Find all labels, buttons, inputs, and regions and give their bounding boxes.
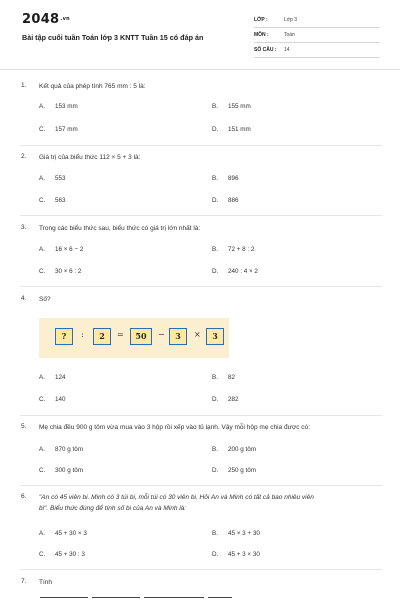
option-a[interactable]: A. 153 mm — [39, 103, 78, 110]
option-a[interactable]: A. 124 — [39, 374, 66, 381]
option-d[interactable]: D. 250 g tôm — [212, 467, 257, 474]
option-b[interactable]: B. 896 — [212, 175, 239, 182]
question-number: 7. — [21, 578, 27, 585]
worksheet-header — [0, 0, 400, 70]
meta-count-label: SỐ CÂU : — [254, 47, 277, 53]
document-title: Bài tập cuối tuần Toán lớp 3 KNTT Tuần 15 có đáp án — [22, 33, 204, 42]
option-c[interactable]: C. 563 — [39, 197, 66, 204]
option-c[interactable]: C. 45 + 30 : 3 — [39, 551, 85, 558]
option-d[interactable]: D. 886 — [212, 197, 239, 204]
question-number: 3. — [21, 224, 27, 231]
option-c[interactable]: C. 300 g tôm — [39, 467, 84, 474]
question-number: 1. — [21, 82, 27, 89]
option-d[interactable]: D. 45 + 3 × 30 — [212, 551, 260, 558]
question-text-line1: "An có 45 viên bi. Minh có 3 túi bi, mỗi túi có 30 viên bi. Hỏi An và Minh có tất cả bao nhiêu viên — [39, 494, 314, 501]
meta-class-value: Lớp 3 — [284, 17, 298, 23]
option-a[interactable]: A. 16 × 6 − 2 — [39, 246, 84, 253]
option-b[interactable]: B. 200 g tôm — [212, 446, 257, 453]
meta-subject-label: MÔN : — [254, 32, 269, 38]
question-text: Trong các biểu thức sau, biểu thức có giá trị lớn nhất là: — [39, 225, 201, 232]
header-divider — [0, 69, 400, 70]
equation-operator: : — [81, 330, 84, 339]
equation-operator: = — [117, 330, 124, 339]
equation-figure — [39, 318, 229, 358]
question-divider — [20, 415, 382, 416]
meta-class-row — [254, 15, 380, 28]
option-c[interactable]: C. 30 × 6 : 2 — [39, 268, 82, 275]
option-b[interactable]: B. 72 + 8 : 2 — [212, 246, 255, 253]
question-text: Kết quả của phép tính 765 mm : 5 là: — [39, 83, 146, 90]
option-d[interactable]: D. 282 — [212, 396, 239, 403]
equation-box: 2 — [93, 328, 111, 345]
option-b[interactable]: B. 82 — [212, 374, 236, 381]
question-number: 4. — [21, 295, 27, 302]
table-top-border — [40, 597, 88, 598]
equation-operator: × — [194, 330, 201, 339]
meta-count-row — [254, 45, 380, 58]
equation-box: 3 — [206, 328, 224, 345]
question-number: 2. — [21, 153, 27, 160]
meta-count-value: 14 — [284, 47, 290, 53]
question-divider — [20, 485, 382, 486]
question-divider — [20, 286, 382, 287]
question-divider — [20, 215, 382, 216]
equation-operator: − — [158, 330, 165, 339]
option-c[interactable]: C. 157 mm — [39, 126, 78, 133]
question-text: Giá trị của biểu thức 112 × 5 + 3 là: — [39, 154, 141, 161]
table-top-border — [92, 597, 140, 598]
question-divider — [20, 569, 382, 570]
option-a[interactable]: A. 45 + 30 × 3 — [39, 530, 87, 537]
equation-box-unknown: ? — [55, 328, 73, 345]
table-top-border — [208, 597, 232, 598]
question-text-line2: bi". Biểu thức đúng để tính số bi của An và Minh là: — [39, 505, 187, 512]
table-top-border — [144, 597, 204, 598]
meta-subject-value: Toán — [284, 32, 295, 38]
option-d[interactable]: D. 151 mm — [212, 126, 251, 133]
question-text: Mẹ chia đều 900 g tôm vừa mua vào 3 hộp rồi xếp vào tủ lạnh. Vậy mỗi hộp mẹ chia được có: — [39, 424, 310, 431]
question-number: 5. — [21, 423, 27, 430]
equation-box: 3 — [169, 328, 187, 345]
question-divider — [20, 145, 382, 146]
option-a[interactable]: A. 553 — [39, 175, 66, 182]
question-number: 6. — [21, 493, 27, 500]
option-d[interactable]: D. 240 : 4 × 2 — [212, 268, 258, 275]
option-c[interactable]: C. 140 — [39, 396, 66, 403]
meta-subject-row — [254, 30, 380, 43]
equation-box: 50 — [130, 328, 152, 345]
option-a[interactable]: A. 870 g tôm — [39, 446, 84, 453]
question-text: Số? — [39, 296, 51, 303]
option-b[interactable]: B. 45 × 3 + 30 — [212, 530, 260, 537]
site-logo[interactable]: $2048^{.vn}$ — [22, 12, 71, 27]
question-text: Tính — [39, 579, 53, 586]
option-b[interactable]: B. 155 mm — [212, 103, 251, 110]
meta-class-label: LỚP : — [254, 17, 268, 23]
